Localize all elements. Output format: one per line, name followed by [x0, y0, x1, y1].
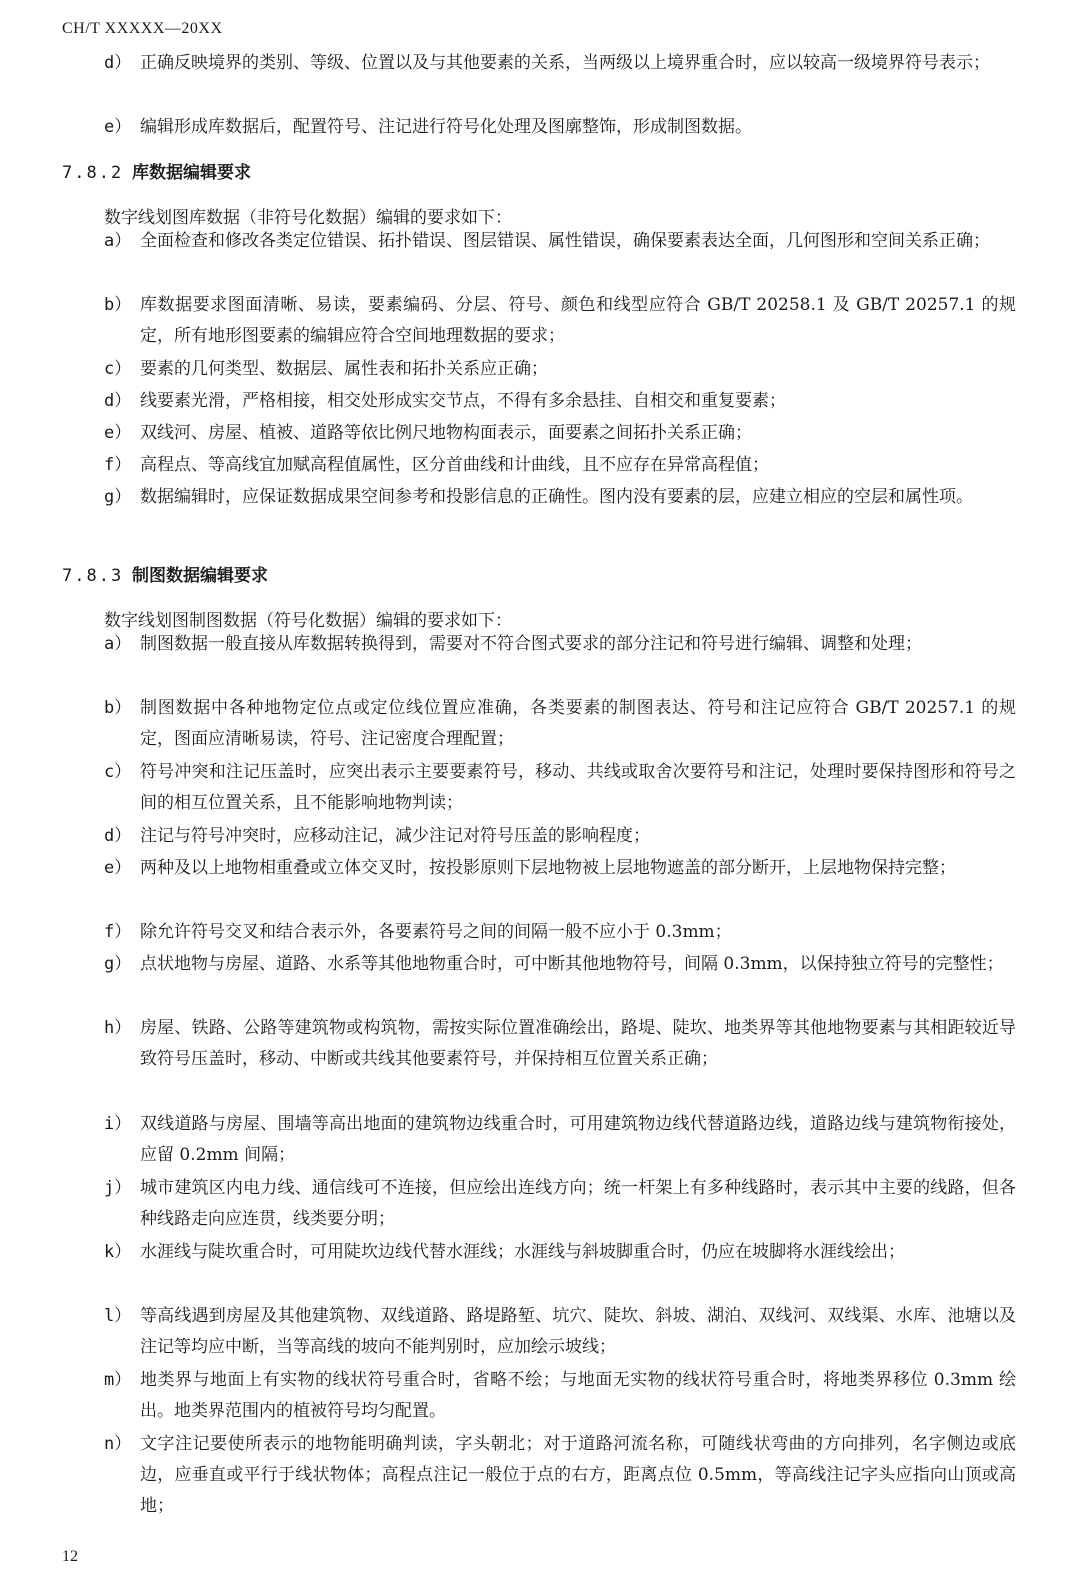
list-item [104, 1173, 1016, 1235]
item-label: c） [104, 359, 132, 379]
list-item [104, 354, 1016, 385]
item-text: 编辑形成库数据后，配置符号、注记进行符号化处理及图廓整饰，形成制图数据。 [140, 117, 752, 137]
item-label: f） [104, 455, 132, 475]
item-label: d） [104, 53, 132, 73]
list-item [104, 386, 1016, 417]
page-number: 12 [62, 1548, 78, 1565]
item-text: 水涯线与陡坎重合时，可用陡坎边线代替水涯线；水涯线与斜坡脚重合时，仍应在坡脚将水涯线绘出； [140, 1242, 905, 1262]
item-label: b） [104, 698, 132, 718]
list-item [104, 853, 1016, 884]
list-item [104, 693, 1016, 755]
item-text: 房屋、铁路、公路等建筑物或构筑物，需按实际位置准确绘出，路堤、陡坎、地类界等其他地物要素与其相距较近导致符号压盖时，移动、中断或共线其他要素符号，并保持相互位置关系正确； [140, 1018, 1016, 1069]
item-text: 点状地物与房屋、道路、水系等其他地物重合时，可中断其他地物符号，间隔 0.3mm，以保持独立符号的完整性； [140, 954, 1004, 974]
section-number: 7.8.3 [62, 566, 124, 586]
item-label: f） [104, 922, 132, 942]
list-item [104, 917, 1016, 948]
section-intro: 数字线划图制图数据（符号化数据）编辑的要求如下： [104, 611, 512, 631]
item-text: 地类界与地面上有实物的线状符号重合时，省略不绘；与地面无实物的线状符号重合时，将地类界移位 0.3mm 绘出。地类界范围内的植被符号均匀配置。 [140, 1370, 1016, 1421]
item-label: g） [104, 487, 132, 507]
item-text: 库数据要求图面清晰、易读，要素编码、分层、符号、颜色和线型应符合 GB/T 20258.1 及 GB/T 20257.1 的规定，所有地形图要素的编辑应符合空间地理数据的要求； [140, 295, 1016, 346]
item-text: 线要素光滑，严格相接，相交处形成实交节点，不得有多余悬挂、自相交和重复要素； [140, 391, 786, 411]
item-label: e） [104, 117, 132, 137]
item-text: 城市建筑区内电力线、通信线可不连接，但应绘出连线方向；统一杆架上有多种线路时，表示其中主要的线路，但各种线路走向应连贯，线类要分明； [140, 1178, 1016, 1229]
item-text: 等高线遇到房屋及其他建筑物、双线道路、路堤路堑、坑穴、陡坎、斜坡、湖泊、双线河、双线渠、水库、池塘以及注记等均应中断，当等高线的坡向不能判别时，应加绘示坡线； [140, 1306, 1016, 1357]
item-label: b） [104, 295, 132, 315]
list-item [104, 290, 1016, 352]
item-label: e） [104, 423, 132, 443]
list-item [104, 821, 1016, 852]
list-item [104, 949, 1016, 980]
list-item [104, 1429, 1016, 1522]
list-item [104, 1013, 1016, 1075]
list-item [104, 1109, 1016, 1171]
section-heading-7-8-3 [62, 561, 268, 586]
item-text: 要素的几何类型、数据层、属性表和拓扑关系应正确； [140, 359, 548, 379]
section-title: 库数据编辑要求 [132, 163, 251, 183]
item-label: i） [104, 1114, 132, 1134]
list-item [104, 226, 1016, 257]
item-text: 两种及以上地物相重叠或立体交叉时，按投影原则下层地物被上层地物遮盖的部分断开，上层地物保持完整； [140, 858, 956, 878]
list-item [104, 629, 1016, 660]
item-label: e） [104, 858, 132, 878]
item-label: a） [104, 231, 132, 251]
item-text: 制图数据中各种地物定位点或定位线位置应准确，各类要素的制图表达、符号和注记应符合 GB/T 20257.1 的规定，图面应清晰易读，符号、注记密度合理配置； [140, 698, 1016, 749]
item-label: m） [104, 1370, 132, 1390]
list-item [104, 418, 1016, 449]
list-item [104, 757, 1016, 819]
item-text: 数据编辑时，应保证数据成果空间参考和投影信息的正确性。图内没有要素的层，应建立相应的空层和属性项。 [140, 487, 973, 507]
document-header: CH/T XXXXX—20XX [62, 20, 223, 37]
item-label: d） [104, 826, 132, 846]
section-title: 制图数据编辑要求 [132, 566, 268, 586]
item-text: 高程点、等高线宜加赋高程值属性，区分首曲线和计曲线，且不应存在异常高程值； [140, 455, 769, 475]
list-item [104, 1237, 1016, 1268]
item-text: 双线河、房屋、植被、道路等依比例尺地物构面表示，面要素之间拓扑关系正确； [140, 423, 752, 443]
item-label: l） [104, 1306, 132, 1326]
item-label: d） [104, 391, 132, 411]
item-label: k） [104, 1242, 132, 1262]
item-label: h） [104, 1018, 132, 1038]
item-text: 除允许符号交叉和结合表示外，各要素符号之间的间隔一般不应小于 0.3mm； [140, 922, 732, 942]
item-text: 文字注记要使所表示的地物能明确判读，字头朝北；对于道路河流名称，可随线状弯曲的方向排列，名字侧边或底边，应垂直或平行于线状物体；高程点注记一般位于点的右方，距离点位 0.5mm，等高线注记字头应指向山顶或高地； [140, 1434, 1016, 1516]
list-item [104, 450, 1016, 481]
item-text: 全面检查和修改各类定位错误、拓扑错误、图层错误、属性错误，确保要素表达全面，几何图形和空间关系正确； [140, 231, 990, 251]
section-heading-7-8-2 [62, 158, 251, 183]
list-item [104, 112, 1016, 143]
item-label: g） [104, 954, 132, 974]
section-number: 7.8.2 [62, 163, 124, 183]
item-label: j） [104, 1178, 132, 1198]
list-item [104, 482, 1016, 513]
item-text: 双线道路与房屋、围墙等高出地面的建筑物边线重合时，可用建筑物边线代替道路边线，道路边线与建筑物衔接处，应留 0.2mm 间隔； [140, 1114, 1016, 1165]
item-label: n） [104, 1434, 132, 1454]
item-label: c） [104, 762, 132, 782]
item-text: 正确反映境界的类别、等级、位置以及与其他要素的关系，当两级以上境界重合时，应以较高一级境界符号表示； [140, 53, 990, 73]
item-label: a） [104, 634, 132, 654]
list-item [104, 48, 1016, 79]
list-item [104, 1365, 1016, 1427]
list-item [104, 1301, 1016, 1363]
item-text: 制图数据一般直接从库数据转换得到，需要对不符合图式要求的部分注记和符号进行编辑、调整和处理； [140, 634, 922, 654]
item-text: 注记与符号冲突时，应移动注记，减少注记对符号压盖的影响程度； [140, 826, 650, 846]
section-intro: 数字线划图库数据（非符号化数据）编辑的要求如下： [104, 208, 512, 228]
item-text: 符号冲突和注记压盖时，应突出表示主要要素符号，移动、共线或取舍次要符号和注记，处理时要保持图形和符号之间的相互位置关系，且不能影响地物判读； [140, 762, 1016, 813]
